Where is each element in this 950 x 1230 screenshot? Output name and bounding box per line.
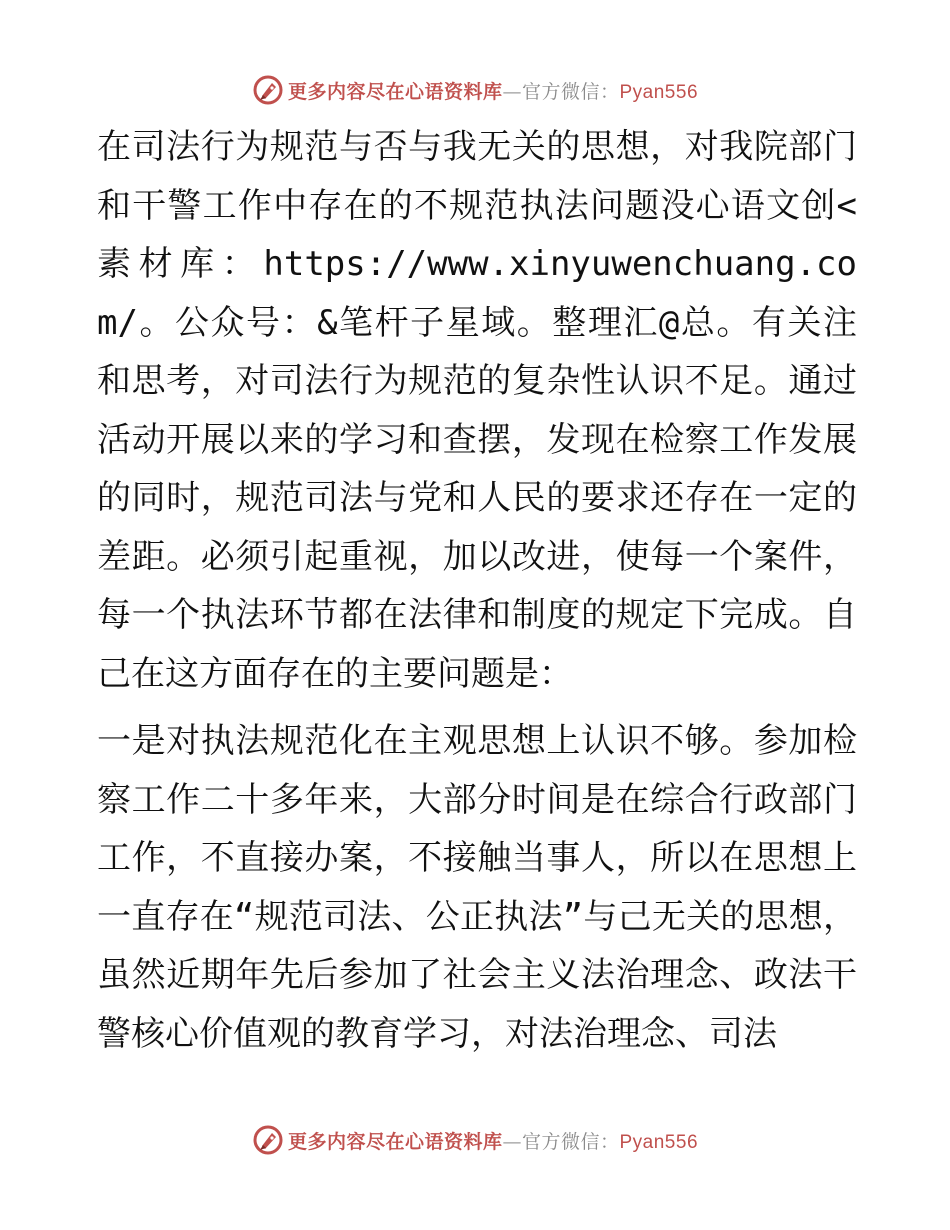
document-body — [97, 118, 857, 1063]
header-banner-text — [288, 77, 698, 104]
pen-nib-logo-icon — [252, 1124, 284, 1156]
header-separator: — — [502, 80, 522, 103]
header-brand-text: 更多内容尽在心语资料库 — [287, 80, 503, 103]
footer-banner — [0, 1120, 950, 1160]
paragraph-2: 一是对执法规范化在主观思想上认识不够。参加检察工作二十多年来，大部分时间是在综合行政部门工作，不直接办案，不接触当事人，所以在思想上一直存在“规范司法、公正执法”与己无关的思想，虽然近期年先后参加了社会主义法治理念、政法干警核心价值观的教育学习，对法治理念、司法 — [97, 721, 857, 1054]
header-wechat-label: 官方微信： — [521, 80, 620, 103]
footer-brand-text: 更多内容尽在心语资料库 — [287, 1130, 503, 1153]
footer-separator: — — [502, 1130, 522, 1153]
footer-wechat-id: Pyan556 — [619, 1131, 699, 1153]
header-banner — [0, 70, 950, 110]
pen-nib-logo-icon — [252, 74, 284, 106]
footer-wechat-label: 官方微信： — [521, 1130, 620, 1153]
header-wechat-id: Pyan556 — [619, 81, 699, 103]
paragraph-1: 在司法行为规范与否与我无关的思想，对我院部门和干警工作中存在的不规范执法问题没心语文创<素材库：https://www.xinyuwenchuang.com/。公众号：&笔杆子星域。整理汇@总。有关注和思考，对司法行为规范的复杂性认识不足。通过活动开展以来的学习和查摆，发现在检察工作发展的同时，规范司法与党和人民的要求还存在一定的差距。必须引起重视，加以改进，使每一个案件，每一个执法环节都在法律和制度的规定下完成。自己在这方面存在的主要问题是： — [97, 127, 857, 694]
footer-banner-text — [288, 1127, 698, 1154]
